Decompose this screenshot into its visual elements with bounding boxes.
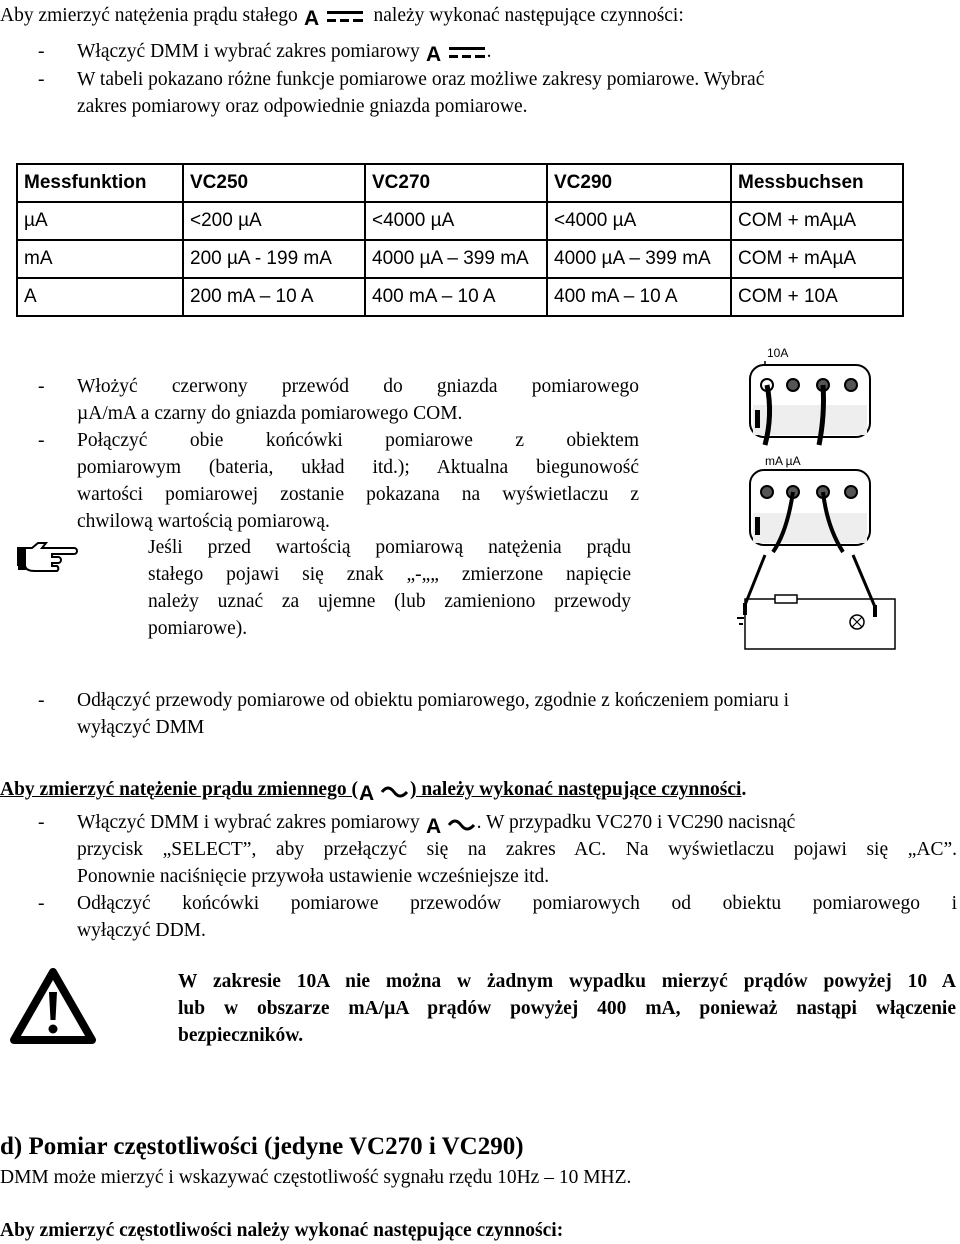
bullet: - [38,376,45,397]
table-cell: 200 µA - 199 mA [183,240,365,278]
ac-step-1-line2: przycisk „SELECT”, aby przełączyć się na zakres AC. Na wyświetlaczu pojawi się „AC”. [77,839,957,860]
step-3-line1: Włożyć czerwony przewód do gniazda pomiarowego [77,376,639,397]
dc-step-2-line1: W tabeli pokazano różne funkcje pomiarowe oraz możliwe zakresy pomiarowe. Wybrać [77,69,765,90]
dc-current-symbol-icon [425,42,487,64]
bullet: - [38,893,45,914]
table-cell: <4000 µA [365,202,547,240]
ac-heading: Aby zmierzyć natężenie prądu zmiennego ( A ) należy wykonać następujące czynności. [0,776,746,803]
table-cell: 4000 µA – 399 mA [365,240,547,278]
ac-step-2-line1: Odłączyć końcówki pomiarowe przewodów pomiarowych od obiektu pomiarowego i [77,893,957,914]
step-4-line3: wartości pomiarowej zostanie pokazana na wyświetlaczu z [77,484,639,505]
freq-text: DMM może mierzyć i wskazywać częstotliwość sygnału rzędu 10Hz – 10 MHZ. [0,1167,632,1188]
table-row [17,240,903,278]
table-header-cell: VC290 [547,164,731,202]
step-4-line1: Połączyć obie końcówki pomiarowe z obiektem [77,430,639,451]
note-line3: należy uznać za ujemne (lub zamieniono przewody [148,591,631,612]
table-cell: COM + mAµA [731,240,903,278]
step-4-line4: chwilową wartością pomiarową. [77,511,330,532]
ac-current-symbol-icon [425,813,477,835]
section-heading: d) Pomiar częstotliwości (jedyne VC270 i VC290) [0,1133,524,1160]
dc-step-1: Włączyć DMM i wybrać zakres pomiarowy A . [77,41,492,64]
table-cell: <4000 µA [547,202,731,240]
freq-subheading: Aby zmierzyć częstotliwości należy wykonać następujące czynności: [0,1220,564,1241]
table-cell: <200 µA [183,202,365,240]
step-5-line2: wyłączyć DMM [77,717,205,738]
table-cell: 200 mA – 10 A [183,278,365,316]
table-cell: 4000 µA – 399 mA [547,240,731,278]
table-row [17,202,903,240]
step-3-line2: µA/mA a czarny do gniazda pomiarowego COM. [77,403,463,424]
dc-intro-line: Aby zmierzyć natężenia prądu stałego A należy wykonać następujące czynności: [0,5,684,28]
table-header-cell: VC250 [183,164,365,202]
ac-step-1-line1: Włączyć DMM i wybrać zakres pomiarowy A . W przypadku VC270 i VC290 nacisnąć [77,812,957,835]
table-cell: 400 mA – 10 A [547,278,731,316]
note-line1: Jeśli przed wartością pomiarową natężenia prądu [148,537,631,558]
warning-line2: lub w obszarze mA/µA prądów powyżej 400 mA, ponieważ nastąpi włączenie [178,998,956,1019]
bullet: - [38,69,45,90]
figure-label-ma-ua: mA µA [765,454,801,468]
dc-step-2-line2: zakres pomiarowy oraz odpowiednie gniazda pomiarowe. [77,96,528,117]
bullet: - [38,41,45,62]
step-5-line1: Odłączyć przewody pomiarowe od obiektu pomiarowego, zgodnie z kończeniem pomiaru i [77,690,790,711]
table-header-cell: Messfunktion [17,164,183,202]
dc-current-symbol-icon [303,6,365,28]
measurement-ranges-table [16,163,904,317]
table-row [17,278,903,316]
warning-line1: W zakresie 10A nie można w żadnym wypadku mierzyć prądów powyżej 10 A [178,971,956,992]
warning-triangle-icon [10,968,96,1044]
table-header-cell: VC270 [365,164,547,202]
table-cell: mA [17,240,183,278]
pointing-hand-icon [16,540,78,574]
warning-line3: bezpieczników. [178,1025,304,1046]
step-4-line2: pomiarowym (bateria, układ itd.); Aktualna biegunowość [77,457,639,478]
note-line2: stałego pojawi się znak „-„„ zmierzone napięcie [148,564,631,585]
figure-label-10a: 10A [767,346,789,360]
bullet: - [38,430,45,451]
bullet: - [38,690,45,711]
table-header-row [17,164,903,202]
svg-text:A: A [358,781,375,802]
ac-step-2-line2: wyłączyć DDM. [77,920,206,941]
ac-step-1-line3: Ponownie naciśnięcie przywoła ustawienie wcześniejsze itd. [77,866,550,887]
table-header-cell: Messbuchsen [731,164,903,202]
table-cell: COM + mAµA [731,202,903,240]
svg-text:A: A [425,814,441,835]
table-cell: COM + 10A [731,278,903,316]
multimeter-diagram [735,345,900,655]
bullet: - [38,812,45,833]
note-line4: pomiarowe). [148,618,248,639]
table-cell: A [17,278,183,316]
table-cell: 400 mA – 10 A [365,278,547,316]
ac-current-symbol-icon [358,780,410,802]
svg-text:A: A [425,42,441,64]
table-cell: µA [17,202,183,240]
svg-text:A: A [303,6,319,28]
